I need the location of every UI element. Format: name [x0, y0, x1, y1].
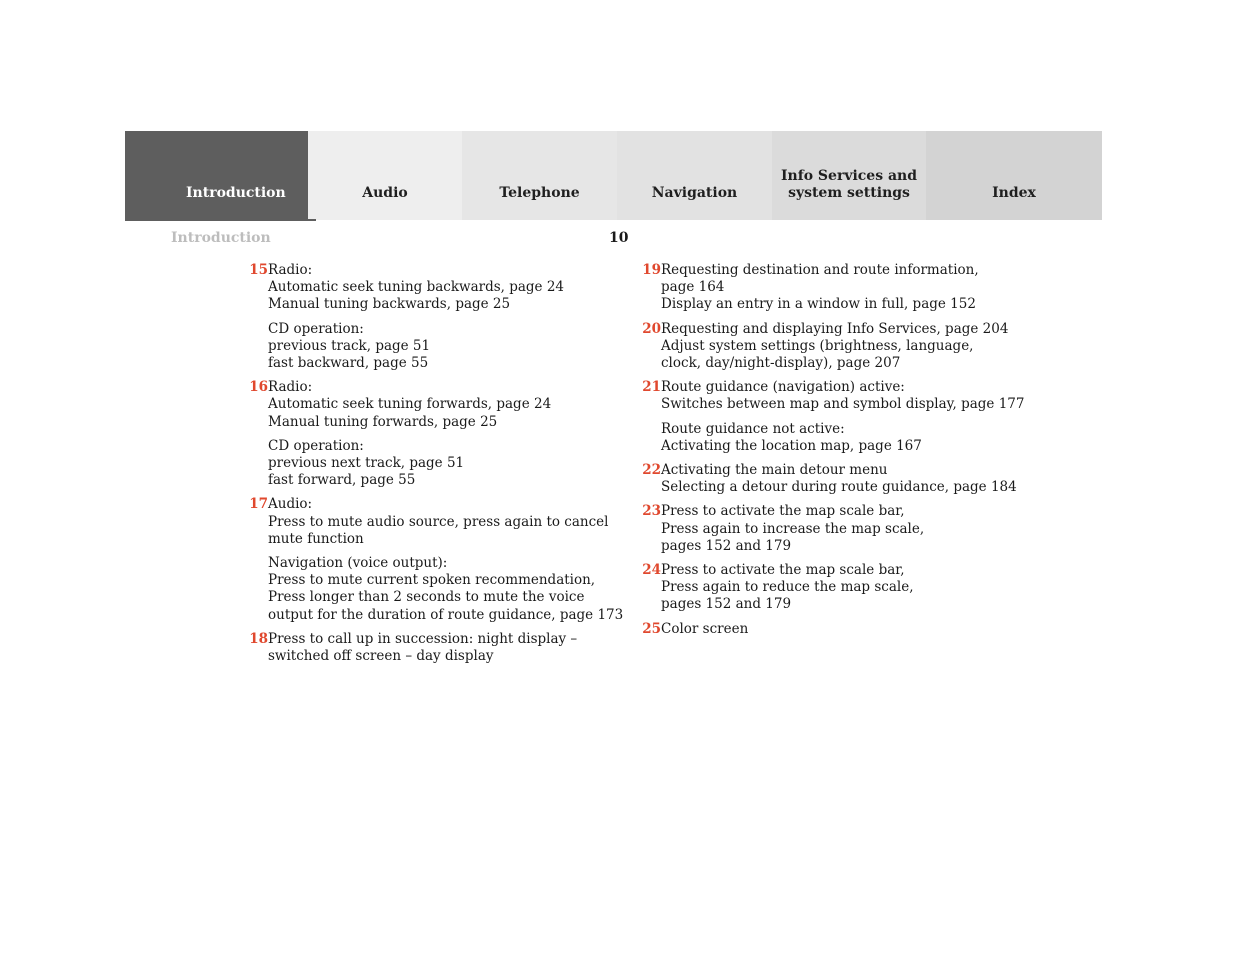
legend-line: previous track, page 51 [268, 337, 431, 354]
legend-paragraph [661, 262, 1003, 314]
legend-number [238, 379, 268, 489]
legend-paragraph [661, 621, 1003, 638]
legend-paragraph [661, 462, 1017, 496]
legend-entry [631, 562, 1003, 614]
legend-text [661, 379, 1024, 455]
legend-number-text: 17 [249, 496, 268, 513]
legend-line: Radio: [268, 379, 313, 396]
legend-line: Color screen [661, 620, 749, 637]
legend-text [661, 262, 1003, 314]
legend-entry [631, 262, 1003, 314]
legend-number [631, 379, 661, 455]
legend-line: Radio: [268, 262, 313, 278]
legend-number [238, 496, 268, 623]
legend-number [631, 462, 661, 496]
legend-paragraph [268, 438, 610, 490]
tab-introduction[interactable] [125, 131, 308, 220]
tab-audio[interactable] [308, 131, 462, 220]
chapter-tabs [125, 131, 1102, 220]
legend-paragraph [268, 631, 610, 665]
legend-text [661, 462, 1017, 496]
legend-line: Press again to increase the map scale, [661, 520, 925, 537]
legend-line: Press to activate the map scale bar, [661, 562, 905, 579]
legend-line: Press to mute audio source, press again to cancel [268, 513, 609, 530]
legend-text [661, 321, 1008, 373]
legend-line: page 164 [661, 279, 725, 296]
legend-line: switched off screen – day display [268, 648, 494, 665]
legend-number-text: 22 [642, 462, 661, 479]
legend-line: Requesting and displaying Info Services, page 204 [661, 320, 1009, 337]
legend-line: Requesting destination and route information, [661, 262, 979, 278]
legend-line: output for the duration of route guidance, page 173 [268, 606, 624, 623]
tab-label: Audio [362, 185, 408, 201]
legend-paragraph [268, 262, 610, 314]
section-label: Introduction [171, 230, 271, 246]
legend-text [661, 503, 1003, 555]
legend-line: Route guidance (navigation) active: [661, 379, 905, 396]
legend-entry [238, 379, 610, 489]
legend-number-text: 19 [642, 262, 661, 278]
legend-line: mute function [268, 530, 364, 547]
legend-number-text: 23 [642, 503, 661, 520]
legend-number [631, 321, 661, 373]
legend-paragraph [661, 321, 1008, 373]
legend-line: CD operation: [268, 437, 364, 454]
legend-paragraph [268, 555, 623, 624]
legend-number-text: 20 [642, 320, 661, 337]
legend-entry [631, 462, 1017, 496]
legend-number [631, 262, 661, 314]
legend-line: previous next track, page 51 [268, 455, 465, 472]
legend-number [631, 562, 661, 614]
tab-label: Index [992, 185, 1036, 201]
tab-navigation[interactable] [617, 131, 772, 220]
legend-number-text: 21 [642, 379, 661, 396]
legend-number [631, 621, 661, 638]
legend-line: Adjust system settings (brightness, language, [661, 337, 974, 354]
legend-line: fast backward, page 55 [268, 355, 429, 372]
legend-number-text: 18 [249, 630, 268, 647]
legend-line: Activating the main detour menu [661, 462, 888, 479]
legend-paragraph [661, 562, 1003, 614]
legend-line: Manual tuning forwards, page 25 [268, 413, 498, 430]
legend-line: pages 152 and 179 [661, 596, 792, 613]
legend-text [268, 379, 610, 489]
legend-line: clock, day/night-display), page 207 [661, 355, 901, 372]
legend-line: Navigation (voice output): [268, 555, 448, 572]
legend-line: Manual tuning backwards, page 25 [268, 296, 511, 313]
legend-line: Selecting a detour during route guidance, page 184 [661, 479, 1017, 496]
legend-paragraph [268, 321, 610, 373]
tab-label [781, 168, 917, 202]
legend-text [268, 631, 610, 665]
legend-line: pages 152 and 179 [661, 537, 792, 554]
legend-number-text: 24 [642, 562, 661, 579]
tab-label-line-1: Info Services and [780, 168, 918, 184]
legend-line: CD operation: [268, 320, 364, 337]
legend-number [238, 631, 268, 665]
legend-line: Display an entry in a window in full, page 152 [661, 296, 976, 313]
legend-line: Press to call up in succession: night display – [268, 630, 578, 647]
legend-text [661, 621, 1003, 638]
legend-number-text: 16 [249, 379, 268, 396]
legend-line: fast forward, page 55 [268, 472, 416, 489]
legend-number [631, 503, 661, 555]
legend-line: Press longer than 2 seconds to mute the voice [268, 589, 585, 606]
legend-line: Audio: [268, 496, 313, 513]
legend-entry [631, 621, 1003, 638]
legend-line: Route guidance not active: [661, 420, 845, 437]
legend-line: Switches between map and symbol display, page 177 [661, 396, 1025, 413]
right-column [631, 262, 1025, 645]
legend-line: Automatic seek tuning backwards, page 24 [268, 279, 565, 296]
legend-entry [238, 262, 610, 372]
legend-line: Activating the location map, page 167 [661, 437, 922, 454]
legend-number [238, 262, 268, 372]
tab-info-services[interactable] [772, 131, 926, 220]
legend-line: Press again to reduce the map scale, [661, 579, 914, 596]
legend-paragraph [661, 503, 1003, 555]
tab-label: Introduction [186, 185, 286, 201]
legend-entry [238, 496, 624, 623]
legend-entry [238, 631, 610, 665]
legend-number-text: 25 [642, 620, 661, 637]
tab-index[interactable] [926, 131, 1102, 220]
tab-label: Telephone [499, 185, 580, 201]
legend-paragraph [268, 496, 623, 548]
legend-text [268, 262, 610, 372]
legend-text [661, 562, 1003, 614]
legend-entry [631, 320, 1009, 373]
legend-line: Automatic seek tuning forwards, page 24 [268, 396, 552, 413]
legend-text [268, 496, 623, 623]
page-number: 10 [609, 230, 629, 246]
legend-number-text: 15 [249, 262, 268, 278]
legend-paragraph [268, 379, 610, 431]
legend-line: Press to activate the map scale bar, [661, 503, 905, 520]
tab-label-line-2: system settings [788, 185, 910, 201]
tab-telephone[interactable] [462, 131, 617, 220]
legend-entry [631, 503, 1003, 555]
left-column [238, 262, 624, 672]
legend-line: Press to mute current spoken recommendation, [268, 572, 596, 589]
active-tab-underline [125, 219, 316, 221]
legend-paragraph [661, 421, 1024, 455]
legend-entry [631, 379, 1025, 455]
tab-label: Navigation [651, 185, 738, 201]
legend-paragraph [661, 379, 1024, 413]
